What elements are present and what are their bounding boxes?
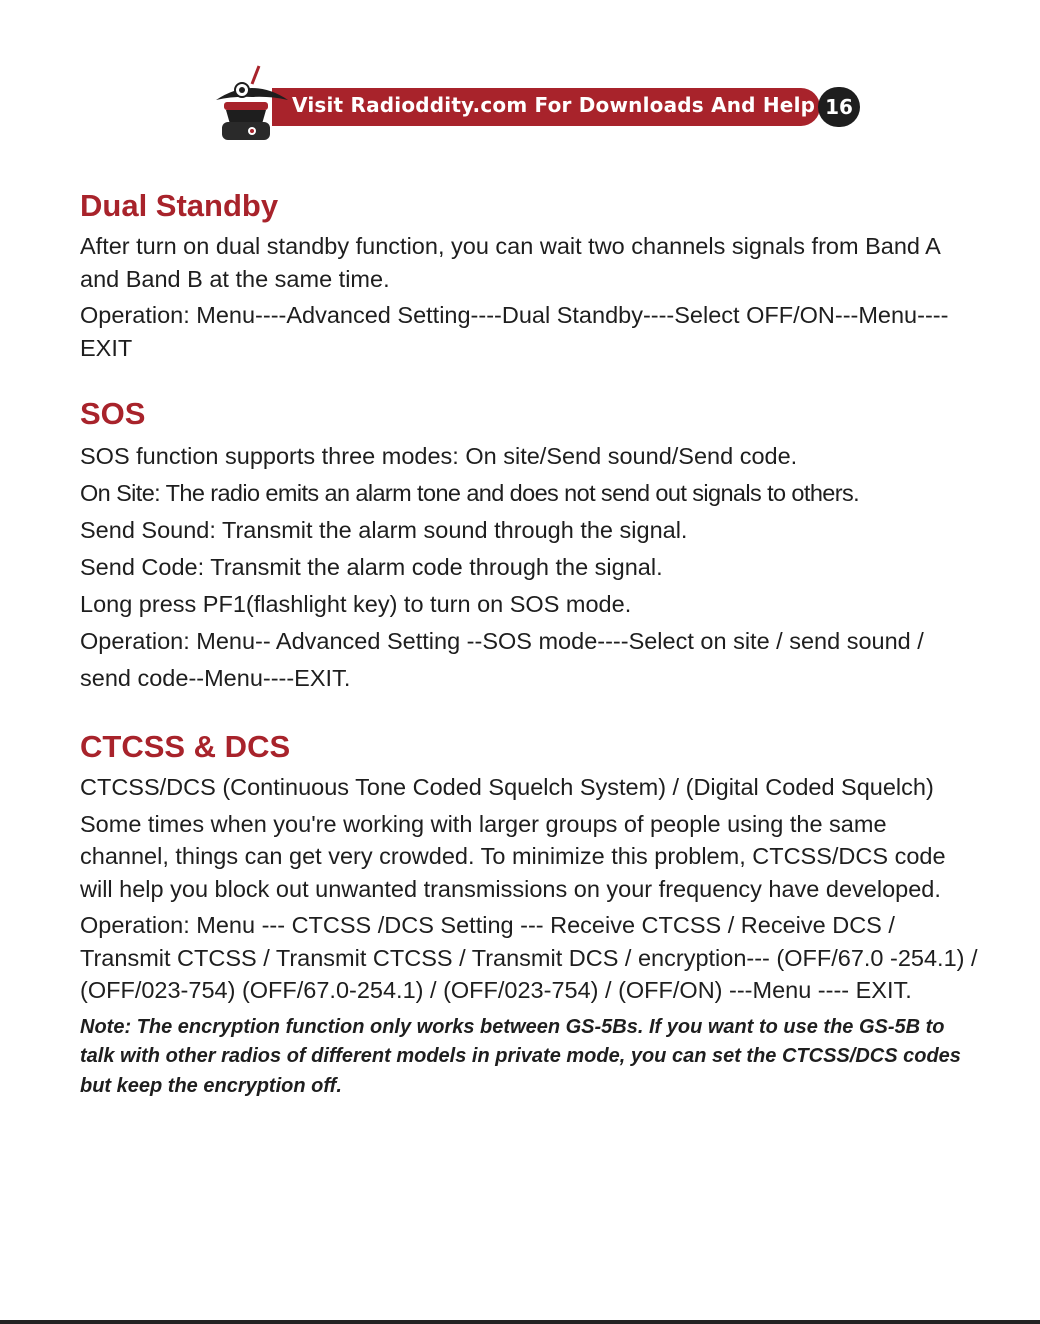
sos-long-press: Long press PF1(flashlight key) to turn on SOS mode. [80, 591, 632, 617]
dual-standby-operation: Operation: Menu----Advanced Setting----Dual Standby----Select OFF/ON---Menu----EXIT [80, 302, 949, 361]
page-number: 16 [818, 87, 860, 127]
section-title-dual-standby: Dual Standby [80, 188, 279, 223]
sos-modes: SOS function supports three modes: On site/Send sound/Send code. [80, 443, 798, 469]
section-title-sos: SOS [80, 396, 146, 431]
page-header [212, 64, 864, 142]
banner-text: Visit Radioddity.com For Downloads And Help [292, 93, 816, 117]
section-title-ctcss-dcs: CTCSS & DCS [80, 729, 291, 764]
sos-operation: Operation: Menu-- Advanced Setting --SOS mode----Select on site / send sound / send code--Menu----EXIT. [80, 628, 924, 691]
sos-send-code: Send Code: Transmit the alarm code through the signal. [80, 554, 663, 580]
sos-send-sound: Send Sound: Transmit the alarm sound through the signal. [80, 517, 688, 543]
pirate-mascot-icon [212, 64, 292, 142]
ctcss-operation: Operation: Menu --- CTCSS /DCS Setting --- Receive CTCSS / Receive DCS / Transmit CTCSS / Transmit CTCSS / Transmit DCS / encryption--- (OFF/67.0 -254.1) / (OFF/023-754) (OFF/67.0-254.1) / (OFF/023-754) / (OFF/ON) ---Menu ---- EXIT. [80, 912, 978, 1003]
ctcss-explanation: Some times when you're working with larger groups of people using the same channel, things can get very crowded. To minimize this problem, CTCSS/DCS code will help you block out unwanted transmissions on your frequency have developed. [80, 810, 946, 902]
ctcss-definition: CTCSS/DCS (Continuous Tone Coded Squelch System) / (Digital Coded Squelch) [80, 774, 934, 800]
dual-standby-description: After turn on dual standby function, you can wait two channels signals from Band A and Band B at the same time. [80, 233, 940, 292]
page-content [80, 186, 980, 1101]
sos-on-site: On Site: The radio emits an alarm tone and does not send out signals to others. [80, 480, 860, 506]
bottom-rule [0, 1320, 1040, 1324]
encryption-note: Note: The encryption function only works between GS-5Bs. If you want to use the GS-5B to talk with other radios of different models in private mode, you can set the CTCSS/DCS codes but keep the encryption off. [80, 1015, 961, 1097]
